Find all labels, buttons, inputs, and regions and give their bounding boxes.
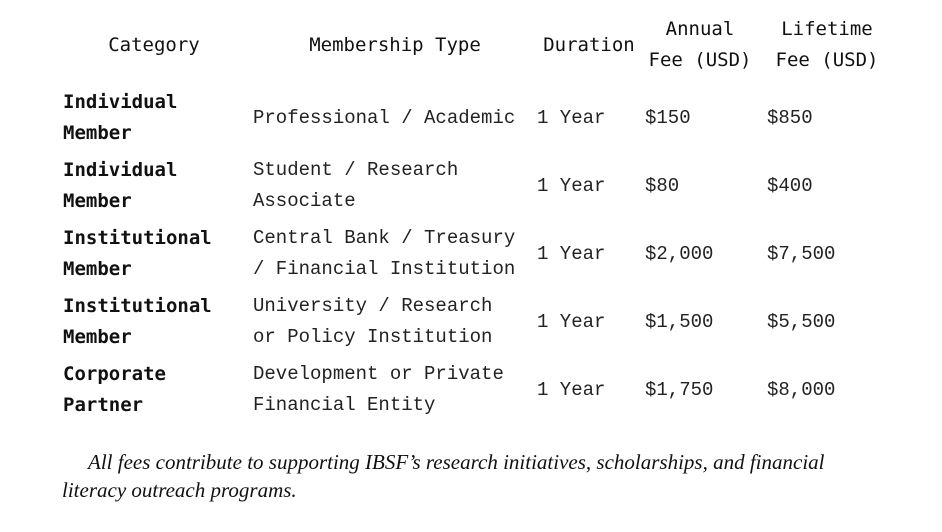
membership-type-line: Student / Research <box>253 159 459 181</box>
table-row <box>55 288 895 356</box>
category-line: Member <box>63 190 132 212</box>
category-line: Partner <box>63 394 144 416</box>
header-category: Category <box>108 33 200 56</box>
duration-cell: 1 Year <box>537 310 606 333</box>
category-line: Individual <box>63 159 178 181</box>
table-row <box>55 152 895 220</box>
table-row <box>55 356 895 424</box>
annual-fee-cell: $150 <box>645 106 691 129</box>
category-line: Institutional <box>63 295 212 317</box>
header-annual-fee-line1: Annual <box>665 18 735 40</box>
lifetime-fee-cell: $5,500 <box>767 310 836 333</box>
membership-type-line: Associate <box>253 190 356 212</box>
category-cell <box>55 288 253 356</box>
fees-footnote: All fees contribute to supporting IBSF’s research initiatives, scholarships, and financial literacy outreach programs. <box>62 450 825 502</box>
table-header <box>55 10 895 84</box>
membership-type-line: Professional / Academic <box>253 106 516 129</box>
duration-cell: 1 Year <box>537 174 606 197</box>
duration-cell: 1 Year <box>537 106 606 129</box>
category-cell <box>55 152 253 220</box>
membership-type-cell <box>253 84 537 152</box>
annual-fee-cell: $2,000 <box>645 242 714 265</box>
lifetime-fee-cell: $850 <box>767 106 813 129</box>
lifetime-fee-cell: $7,500 <box>767 242 836 265</box>
header-membership-type: Membership Type <box>309 33 481 56</box>
membership-type-cell <box>253 288 537 356</box>
header-lifetime-fee-line2: Fee (USD) <box>775 49 879 71</box>
duration-cell: 1 Year <box>537 378 606 401</box>
table-body <box>55 84 895 424</box>
lifetime-fee-cell: $8,000 <box>767 378 836 401</box>
category-cell <box>55 356 253 424</box>
header-annual-fee <box>641 10 759 84</box>
membership-type-line: Financial Entity <box>253 394 436 416</box>
membership-fee-table <box>55 10 895 424</box>
header-row <box>55 10 895 84</box>
table-row <box>55 84 895 152</box>
category-line: Member <box>63 258 132 280</box>
membership-type-line: / Financial Institution <box>253 258 516 280</box>
membership-type-line: Development or Private <box>253 363 504 385</box>
category-line: Member <box>63 122 132 144</box>
membership-type-cell <box>253 220 537 288</box>
category-line: Corporate <box>63 363 166 385</box>
duration-cell: 1 Year <box>537 242 606 265</box>
category-cell <box>55 84 253 152</box>
category-line: Member <box>63 326 132 348</box>
table-row <box>55 220 895 288</box>
membership-type-line: Central Bank / Treasury <box>253 227 516 249</box>
annual-fee-cell: $1,750 <box>645 378 714 401</box>
membership-type-cell <box>253 356 537 424</box>
category-line: Individual <box>63 91 178 113</box>
membership-type-line: or Policy Institution <box>253 326 493 348</box>
header-annual-fee-line2: Fee (USD) <box>648 49 752 71</box>
header-lifetime-fee <box>759 10 895 84</box>
annual-fee-cell: $80 <box>645 174 680 197</box>
annual-fee-cell: $1,500 <box>645 310 714 333</box>
header-duration: Duration <box>543 33 635 56</box>
membership-type-line: University / Research <box>253 295 493 317</box>
category-cell <box>55 220 253 288</box>
lifetime-fee-cell: $400 <box>767 174 813 197</box>
membership-type-cell <box>253 152 537 220</box>
header-lifetime-fee-line1: Lifetime <box>781 18 873 40</box>
category-line: Institutional <box>63 227 212 249</box>
